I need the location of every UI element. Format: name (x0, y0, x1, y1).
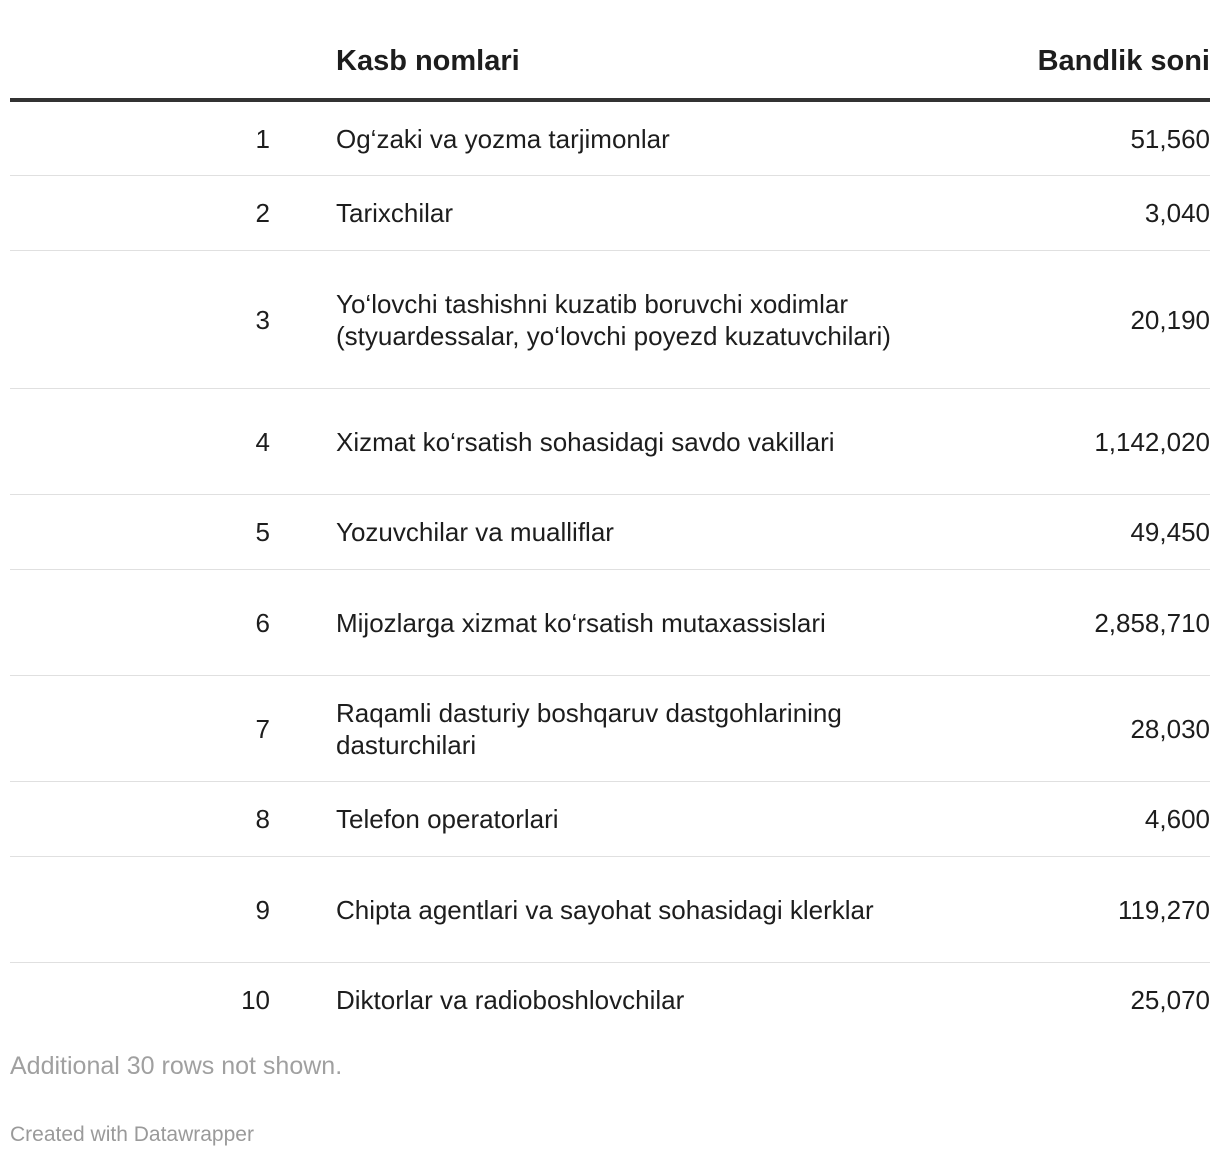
row-gap (270, 570, 336, 676)
row-gap (270, 251, 336, 389)
table-notes: Additional 30 rows not shown. (10, 1052, 343, 1080)
row-occupation-name: Telefon operatorlari (336, 782, 896, 857)
row-rank: 6 (10, 570, 270, 676)
row-gap (270, 676, 336, 782)
table-row (10, 251, 1210, 389)
row-employment-count: 3,040 (896, 176, 1210, 251)
header-rank (10, 0, 270, 100)
header-employment-count[interactable]: Bandlik soni (896, 0, 1210, 100)
table-row (10, 676, 1210, 782)
row-employment-count: 25,070 (1130, 985, 1210, 1015)
row-rank: 5 (10, 495, 270, 570)
row-rank: 10 (241, 985, 270, 1015)
row-employment-count: 28,030 (896, 676, 1210, 782)
table-row (10, 782, 1210, 857)
row-gap (270, 857, 336, 963)
row-employment-count: 20,190 (896, 251, 1210, 389)
table-row (10, 963, 1210, 1038)
header-occupation-name[interactable]: Kasb nomlari (336, 0, 896, 100)
table-row (10, 389, 1210, 495)
table-row (10, 570, 1210, 676)
row-employment-count: 119,270 (896, 857, 1210, 963)
table-row (10, 100, 1210, 176)
row-gap (270, 963, 336, 1038)
header-gap (270, 0, 336, 100)
row-occupation-name: Mijozlarga xizmat ko‘rsatish mutaxassislari (336, 570, 896, 676)
row-gap (270, 495, 336, 570)
row-occupation-name: Yo‘lovchi tashishni kuzatib boruvchi xodimlar (styuardessalar, yo‘lovchi poyezd kuzatuvchilari) (336, 251, 896, 389)
row-occupation-name: Chipta agentlari va sayohat sohasidagi klerklar (336, 857, 896, 963)
row-gap (270, 176, 336, 251)
row-gap (270, 782, 336, 857)
row-rank: 1 (10, 100, 270, 176)
table-row (10, 857, 1210, 963)
row-occupation-name: Xizmat ko‘rsatish sohasidagi savdo vakillari (336, 389, 896, 495)
occupation-employment-table (10, 0, 1210, 1037)
row-occupation-name: Raqamli dasturiy boshqaruv dastgohlarining dasturchilari (336, 676, 896, 782)
row-employment-count: 4,600 (896, 782, 1210, 857)
table-row (10, 495, 1210, 570)
table-header-row (10, 0, 1210, 100)
row-rank: 7 (10, 676, 270, 782)
row-occupation-name: Tarixchilar (336, 176, 896, 251)
datawrapper-credit-link[interactable]: Created with Datawrapper (10, 1123, 254, 1146)
row-employment-count: 1,142,020 (896, 389, 1210, 495)
row-employment-count: 51,560 (896, 100, 1210, 176)
row-occupation-name: Diktorlar va radioboshlovchilar (336, 985, 685, 1015)
data-table-container (10, 0, 1210, 1037)
row-employment-count: 49,450 (896, 495, 1210, 570)
row-gap (270, 389, 336, 495)
table-row (10, 176, 1210, 251)
row-rank: 2 (10, 176, 270, 251)
row-occupation-name: Yozuvchilar va mualliflar (336, 495, 896, 570)
row-rank: 9 (10, 857, 270, 963)
row-rank: 4 (10, 389, 270, 495)
row-employment-count: 2,858,710 (896, 570, 1210, 676)
row-occupation-name: Og‘zaki va yozma tarjimonlar (336, 100, 896, 176)
row-rank: 3 (10, 251, 270, 389)
row-rank: 8 (10, 782, 270, 857)
row-gap (270, 100, 336, 176)
